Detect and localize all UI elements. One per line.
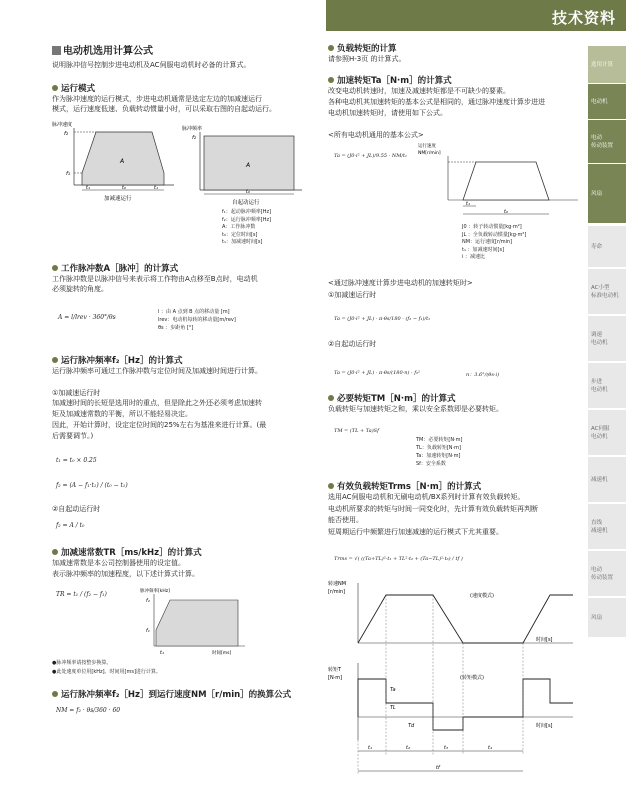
- g2-TL: TL: [390, 705, 396, 711]
- tab-fan[interactable]: 风扇: [588, 163, 626, 223]
- diag1-f1: f₁: [66, 171, 71, 177]
- g-t3: t₃: [444, 745, 448, 751]
- diag1-x-label: 加减速运行: [104, 196, 132, 202]
- s1-heading: 运行模式: [52, 82, 95, 94]
- g1-y-label-1: 转速NM: [328, 581, 347, 587]
- r3-defs: TM：必要转矩[N·m] TL：负载转矩[N·m] Ta：加速转矩[N·m] Sf：安全系数: [416, 437, 463, 467]
- r2-sub-2: ②自起动运行时: [328, 340, 377, 348]
- r2-legend: J0 ：转子转动惯量[kg·m²] JL ：全负载转动惯量[kg·m²] NM：运行速度[r/min] t₁ ：加减速时间[s] i ：减速比: [462, 224, 527, 260]
- diag2-f2: f₂: [192, 135, 197, 141]
- tab-speed[interactable]: 调速 电动机: [588, 315, 626, 361]
- s1-text-1: 作为脉冲速度的运行模式，步进电动机通常是选定左边的加减速运行: [52, 95, 262, 103]
- s4-heading: 加减速常数TR［ms/kHz］的计算式: [52, 546, 202, 558]
- s2-text-1: 工作脉冲数是以脉冲信号来表示将工作物由A点移至B点时，电动机: [52, 275, 258, 283]
- g-tf: tf: [436, 765, 440, 771]
- accel-decel-diagram: [52, 118, 177, 208]
- s3-sub-1: ①加减速运行时: [52, 389, 101, 397]
- diag1-y-label: 脉冲速度: [52, 122, 73, 128]
- diag1-f2: f₂: [64, 131, 69, 137]
- diag1-t1a: t₁: [86, 185, 90, 191]
- s5-heading: 运行脉冲频率f₂［Hz］到运行速度NM［r/min］的换算公式: [52, 688, 291, 700]
- r2-text-1: 改变电动机转速时，加速及减速转矩都是不可缺少的要素。: [328, 87, 510, 95]
- r3-text: 负载转矩与加速转矩之和，乘以安全系数即是必要转矩。: [328, 405, 503, 413]
- diag2-A: A: [246, 162, 251, 169]
- r4-text-1: 选用AC伺服电动机和无刷电动机/BX系列时计算有效负载转矩。: [328, 493, 525, 501]
- s1-text-2: 模式，运行速度低速、负载转动惯量小时，可以采取右图的自起动运行。: [52, 105, 276, 113]
- s2-defs: l ：由 A 点到 B 点的移动量 [m] lrev：电动机每转的移动量[m/rev] θs ：步距角 [°]: [158, 309, 236, 331]
- s3-heading: 运行脉冲频率f₂［Hz］的计算式: [52, 354, 182, 366]
- r2-chart-t0: t₀: [504, 209, 508, 215]
- r2-chart-t1: t₁: [466, 201, 470, 207]
- tr-t1: t₁: [160, 650, 164, 656]
- r2-basic-label: <所有电动机通用的基本公式>: [328, 131, 424, 139]
- s3-text-1: 运行脉冲频率可通过工作脉冲数与定位时间及加减速时间进行计算。: [52, 367, 262, 375]
- g2-Ta: Ta: [390, 687, 396, 693]
- r2-sub-1: ①加减速运行时: [328, 291, 377, 299]
- diag2-y-label: 脉冲频率: [182, 126, 203, 132]
- s3-text-4: 因此，开始计算时，设定定位时间的25%左右为基准来进行计算。(最: [52, 421, 267, 429]
- r4-text-2: 电动机所要求的转矩与时间一同变化时，先计算有效负载转矩再判断: [328, 505, 538, 513]
- r2-chart-y-2: NM[r/min]: [418, 151, 441, 156]
- g2-y-label-2: [N·m]: [328, 675, 343, 681]
- r2-formula: Ta = (J0·i² + JL)/9.55 · NM/t₁: [334, 153, 408, 159]
- r3-formula: TM = (TL + Ta)Sf: [334, 428, 379, 434]
- s3-text-3: 矩及加减速常数的平衡，所以不能轻易决定。: [52, 410, 192, 418]
- s4-note-1: ●脉冲频率请按整步换算。: [52, 660, 112, 666]
- s4-text-1: 加减速常数是本公司控制器使用的设定值。: [52, 559, 185, 567]
- trms-timing-graph: [328, 575, 583, 785]
- diagram-legend: f₁：起动脉冲频率[Hz] f₂：运行脉冲频率[Hz] A：工作脉冲数 t₀：定位时间[s] t₁：加减速时间[s]: [222, 209, 272, 245]
- g1-y-label-2: [r/min]: [328, 589, 346, 595]
- r2-formula-2b: n：3.6°/(θs·i): [466, 372, 500, 378]
- tab-ac-small[interactable]: AC小型 标准电动机: [588, 268, 626, 314]
- r4-text-3: 能否使用。: [328, 516, 363, 524]
- s5-formula: NM = f₂ · θs/360 · 60: [56, 707, 121, 714]
- g-t2: t₂: [406, 745, 410, 751]
- g2-x-label: 时间[s]: [536, 723, 553, 729]
- r2-heading: 加速转矩Ta［N·m］的计算式: [328, 74, 452, 86]
- s2-heading: 工作脉冲数A［脉冲］的计算式: [52, 262, 178, 274]
- diag2-t0: t₀: [246, 189, 250, 195]
- g-t1: t₁: [368, 745, 372, 751]
- diag1-t0: t₀: [122, 185, 126, 191]
- tr-x-label: 时间[ms]: [212, 651, 232, 656]
- r4-formula: Trms = √( ((Ta+TL)²·t₁ + TL²·t₂ + (Ta−TL)²·t₃) / tf ): [334, 556, 463, 562]
- s3-sub-2: ②自起动运行时: [52, 505, 101, 513]
- tab-stepping[interactable]: 步进 电动机: [588, 362, 626, 408]
- tr-f2: f₂: [146, 598, 150, 604]
- r2-text-2: 各种电动机其加速转矩的基本公式是相同的，通过脉冲速度计算步进进: [328, 98, 545, 106]
- g2-Td: Td: [408, 723, 415, 729]
- tab-gearhead[interactable]: 减速机: [588, 456, 626, 502]
- tab-fan-2[interactable]: 风扇: [588, 597, 626, 637]
- s4-text-2: 表示脉冲频率的加速程度，以下述计算式计算。: [52, 570, 199, 578]
- s3-formula-3: f₂ = A / t₀: [56, 522, 85, 529]
- tab-ac-servo[interactable]: AC伺服 电动机: [588, 409, 626, 455]
- g1-mode-label: (速度模式): [470, 593, 494, 599]
- g2-y-label-1: 转矩T: [328, 667, 342, 673]
- banner-title: 技术资料: [551, 9, 616, 27]
- s3-text-5: 后需要调节。): [52, 432, 94, 440]
- r2-chart-y-1: 运行速度: [418, 144, 436, 149]
- g1-x-label: 时间[s]: [536, 637, 553, 643]
- diag1-A: A: [120, 158, 125, 165]
- r4-text-4: 短周期运行中频繁进行加速减速的运行模式下尤其重要。: [328, 528, 503, 536]
- r2-formula-2: Ta = (J0·i² + JL) · π·θs/(180·n) · f₂²: [334, 370, 421, 376]
- self-start-diagram: [182, 122, 307, 212]
- tab-motor[interactable]: 电动机: [588, 83, 626, 119]
- tab-actuator-2[interactable]: 电动 传动装置: [588, 550, 626, 596]
- tr-diagram: [140, 586, 250, 656]
- s4-note-2: ●此处速度单位用[kHz]、时间用[ms]进行计算。: [52, 669, 161, 675]
- header-banner: [326, 0, 626, 31]
- s2-formula: A = l/lrev · 360°/θs: [58, 314, 116, 321]
- tab-linear-gear[interactable]: 直线 减速机: [588, 503, 626, 549]
- r2-formula-1: Ta = (J0·i² + JL) · π·θs/180 · (f₂ − f₁)/t₁: [334, 316, 431, 322]
- tab-selection-calc[interactable]: 选用计算: [588, 45, 626, 83]
- r2-pulse-label: <通过脉冲速度计算步进电动机的加速转矩时>: [328, 279, 473, 287]
- s2-text-2: 必须旋转的角度。: [52, 285, 108, 293]
- r1-text: 请参照H-3页 的计算式。: [328, 55, 406, 63]
- tab-life[interactable]: 寿命: [588, 225, 626, 267]
- r2-text-3: 电动机加速转矩时，请使用如下公式。: [328, 109, 447, 117]
- page-title: 电动机选用计算公式: [52, 42, 153, 57]
- r4-heading: 有效负载转矩Trms［N·m］的计算式: [328, 480, 481, 492]
- g-t4: t₄: [488, 745, 492, 751]
- tab-actuator[interactable]: 电动 传动装置: [588, 119, 626, 163]
- diag2-x-label: 自起动运行: [232, 200, 260, 206]
- speed-trapezoid: [418, 140, 583, 222]
- s3-formula-1: t₁ = t₀ × 0.25: [56, 457, 97, 464]
- r1-heading: 负载转矩的计算: [328, 42, 397, 54]
- s3-formula-2: f₂ = (A − f₁·t₁) / (t₀ − t₁): [56, 482, 128, 489]
- tr-y-label: 脉冲频率[kHz]: [140, 589, 170, 594]
- s3-text-2: 加减速时间的长短是选用时的重点，但是除此之外还必须考虑加速转: [52, 399, 262, 407]
- tr-f1: f₁: [146, 628, 150, 634]
- s4-formula: TR = t₁ / (f₂ − f₁): [56, 591, 107, 598]
- diag1-t1b: t₁: [154, 185, 158, 191]
- intro-text: 说明脉冲信号控制步进电动机及AC伺服电动机时必备的计算式。: [52, 61, 251, 69]
- r3-heading: 必要转矩TM［N·m］的计算式: [328, 392, 455, 404]
- g2-mode-label: (转矩模式): [460, 675, 484, 681]
